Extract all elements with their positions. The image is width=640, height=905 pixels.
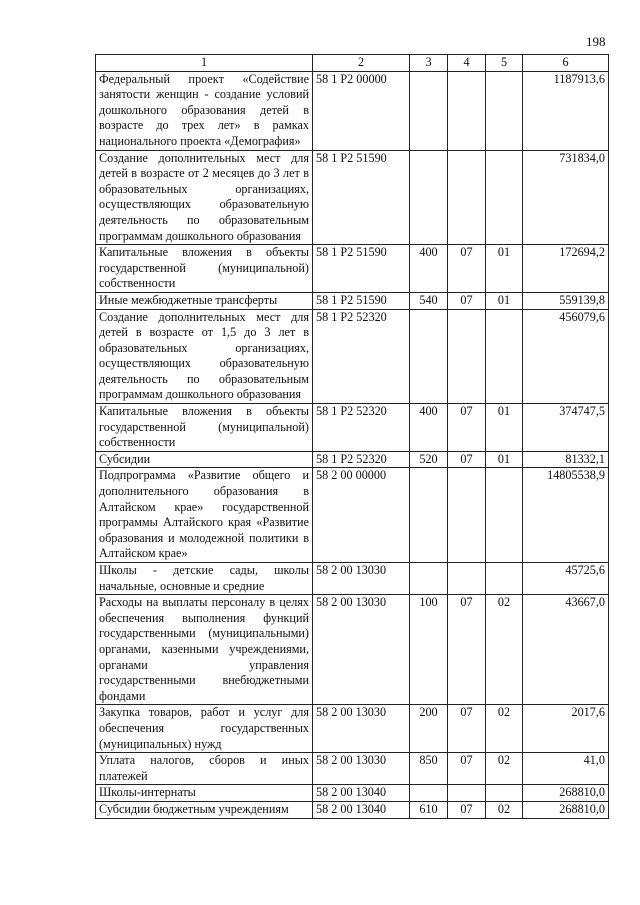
expense-type: 540 <box>410 292 448 309</box>
section <box>448 563 486 595</box>
subsection <box>486 785 523 802</box>
column-header: 2 <box>313 55 410 72</box>
section <box>448 785 486 802</box>
expense-type: 520 <box>410 451 448 468</box>
table-row <box>96 150 609 245</box>
item-name: Уплата налогов, сборов и иных платежей <box>96 753 313 785</box>
subsection: 01 <box>486 245 523 293</box>
item-amount: 14805538,9 <box>523 468 609 563</box>
item-amount: 43667,0 <box>523 595 609 705</box>
subsection <box>486 71 523 150</box>
subsection: 01 <box>486 292 523 309</box>
page-number: 198 <box>586 34 606 49</box>
item-amount: 41,0 <box>523 753 609 785</box>
item-amount: 559139,8 <box>523 292 609 309</box>
column-header: 4 <box>448 55 486 72</box>
section: 07 <box>448 245 486 293</box>
expense-type <box>410 785 448 802</box>
expense-type <box>410 468 448 563</box>
header-row <box>96 55 609 72</box>
item-amount: 268810,0 <box>523 801 609 818</box>
item-code: 58 2 00 13030 <box>313 753 410 785</box>
section: 07 <box>448 705 486 753</box>
item-code: 58 2 00 13030 <box>313 705 410 753</box>
table-row <box>96 705 609 753</box>
item-amount: 172694,2 <box>523 245 609 293</box>
section: 07 <box>448 404 486 452</box>
item-amount: 374747,5 <box>523 404 609 452</box>
section <box>448 71 486 150</box>
item-amount: 1187913,6 <box>523 71 609 150</box>
expense-type: 100 <box>410 595 448 705</box>
item-code: 58 1 P2 51590 <box>313 150 410 245</box>
item-name: Закупка товаров, работ и услуг для обеспечения государственных (муниципальных) нужд <box>96 705 313 753</box>
subsection <box>486 309 523 404</box>
item-code: 58 1 P2 00000 <box>313 71 410 150</box>
table-row <box>96 595 609 705</box>
subsection: 02 <box>486 801 523 818</box>
item-amount: 268810,0 <box>523 785 609 802</box>
table-row <box>96 753 609 785</box>
item-name: Создание дополнительных мест для детей в возрасте от 1,5 до 3 лет в образовательных организациях, осуществляющих образовательную деятельность по образовательным программам дошкольного образования <box>96 309 313 404</box>
subsection <box>486 468 523 563</box>
subsection: 02 <box>486 595 523 705</box>
table-row <box>96 292 609 309</box>
item-code: 58 1 P2 52320 <box>313 309 410 404</box>
item-name: Расходы на выплаты персоналу в целях обеспечения выполнения функций государственными (муниципальными) органами, казенными учреждениями, органами управления государственными внебюджетными фондами <box>96 595 313 705</box>
item-code: 58 1 P2 51590 <box>313 292 410 309</box>
expense-type: 610 <box>410 801 448 818</box>
table-row <box>96 404 609 452</box>
item-code: 58 2 00 13030 <box>313 595 410 705</box>
table-row <box>96 245 609 293</box>
expense-type: 400 <box>410 245 448 293</box>
item-name: Создание дополнительных мест для детей в возрасте от 2 месяцев до 3 лет в образовательных организациях, осуществляющих образовательную деятельность по образовательным программам дошкольного образования <box>96 150 313 245</box>
section: 07 <box>448 451 486 468</box>
item-name: Школы - детские сады, школы начальные, основные и средние <box>96 563 313 595</box>
item-code: 58 2 00 13030 <box>313 563 410 595</box>
item-amount: 81332,1 <box>523 451 609 468</box>
item-amount: 2017,6 <box>523 705 609 753</box>
subsection: 01 <box>486 404 523 452</box>
table-row <box>96 71 609 150</box>
column-header: 5 <box>486 55 523 72</box>
table-row <box>96 785 609 802</box>
item-name: Субсидии <box>96 451 313 468</box>
table-row <box>96 563 609 595</box>
section: 07 <box>448 801 486 818</box>
section <box>448 309 486 404</box>
item-name: Федеральный проект «Содействие занятости женщин - создание условий дошкольного образования детей в возрасте до трех лет» в рамках национального проекта «Демография» <box>96 71 313 150</box>
column-header: 3 <box>410 55 448 72</box>
table-row <box>96 468 609 563</box>
expense-type <box>410 563 448 595</box>
table-row <box>96 451 609 468</box>
item-code: 58 1 P2 52320 <box>313 451 410 468</box>
item-code: 58 2 00 13040 <box>313 801 410 818</box>
item-code: 58 2 00 13040 <box>313 785 410 802</box>
item-name: Капитальные вложения в объекты государственной (муниципальной) собственности <box>96 404 313 452</box>
subsection: 02 <box>486 753 523 785</box>
section: 07 <box>448 595 486 705</box>
table-row <box>96 309 609 404</box>
expense-type: 200 <box>410 705 448 753</box>
column-header: 1 <box>96 55 313 72</box>
section <box>448 150 486 245</box>
expense-type <box>410 309 448 404</box>
item-amount: 731834,0 <box>523 150 609 245</box>
expense-type: 400 <box>410 404 448 452</box>
column-header: 6 <box>523 55 609 72</box>
subsection: 02 <box>486 705 523 753</box>
subsection: 01 <box>486 451 523 468</box>
item-code: 58 1 P2 52320 <box>313 404 410 452</box>
item-amount: 45725,6 <box>523 563 609 595</box>
item-code: 58 2 00 00000 <box>313 468 410 563</box>
item-code: 58 1 P2 51590 <box>313 245 410 293</box>
item-name: Субсидии бюджетным учреждениям <box>96 801 313 818</box>
section: 07 <box>448 753 486 785</box>
expense-type: 850 <box>410 753 448 785</box>
item-amount: 456079,6 <box>523 309 609 404</box>
section: 07 <box>448 292 486 309</box>
item-name: Школы-интернаты <box>96 785 313 802</box>
expense-type <box>410 150 448 245</box>
item-name: Подпрограмма «Развитие общего и дополнительного образования в Алтайском крае» государственной программы Алтайского края «Развитие образования и молодежной политики в Алтайском крае» <box>96 468 313 563</box>
item-name: Иные межбюджетные трансферты <box>96 292 313 309</box>
subsection <box>486 563 523 595</box>
expense-type <box>410 71 448 150</box>
section <box>448 468 486 563</box>
subsection <box>486 150 523 245</box>
budget-table <box>95 54 609 819</box>
table-row <box>96 801 609 818</box>
item-name: Капитальные вложения в объекты государственной (муниципальной) собственности <box>96 245 313 293</box>
